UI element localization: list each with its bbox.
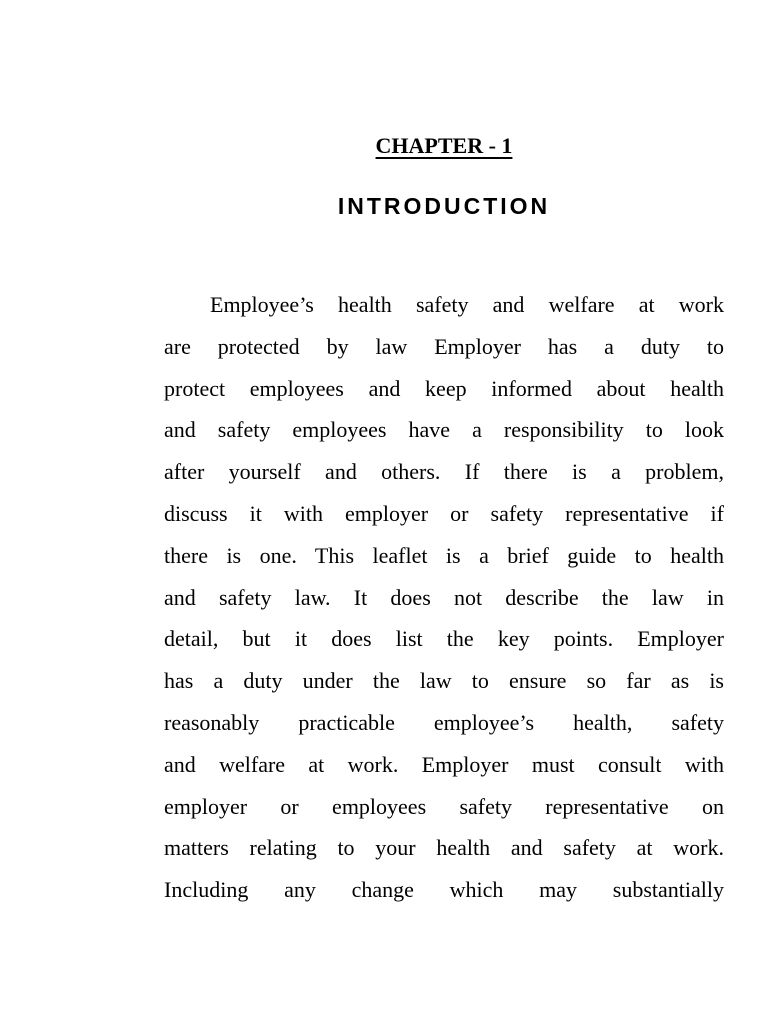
paragraph-line: reasonably practicable employee’s health, safety: [164, 709, 724, 735]
paragraph-line: matters relating to your health and safety at work.: [164, 835, 724, 861]
chapter-title: INTRODUCTION: [337, 193, 551, 219]
paragraph-line: protect employees and keep informed about health: [164, 375, 724, 401]
paragraph-line: and welfare at work. Employer must consult with: [164, 751, 724, 777]
paragraph-line: and safety employees have a responsibility to look: [164, 417, 724, 443]
paragraph-line: has a duty under the law to ensure so far as is: [164, 668, 724, 694]
paragraph-line: and safety law. It does not describe the law in: [164, 584, 724, 610]
paragraph-line: discuss it with employer or safety representative if: [164, 500, 724, 526]
paragraph-line: Including any change which may substantially: [164, 877, 724, 903]
paragraph-line: employer or employees safety representative on: [164, 793, 724, 819]
paragraph-line: are protected by law Employer has a duty to: [164, 333, 724, 359]
paragraph-line: Employee’s health safety and welfare at work: [210, 292, 724, 317]
paragraph-line: detail, but it does list the key points. Employer: [164, 626, 724, 652]
paragraph-line: after yourself and others. If there is a problem,: [164, 459, 724, 485]
paragraph-line: there is one. This leaflet is a brief guide to health: [164, 542, 724, 568]
introduction-paragraph: [164, 284, 724, 911]
chapter-label: CHAPTER - 1: [375, 133, 513, 158]
